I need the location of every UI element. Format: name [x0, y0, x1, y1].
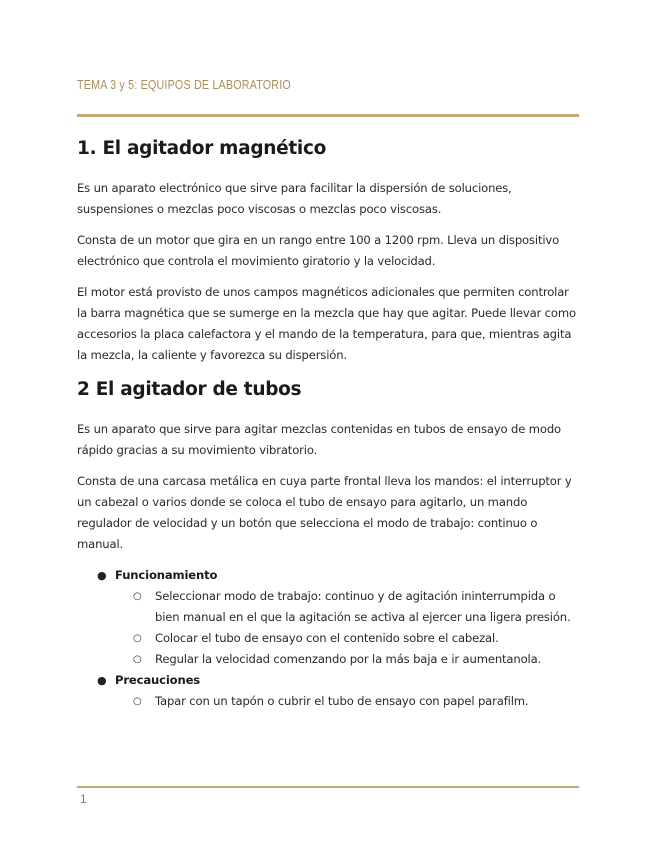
section-heading-agitador-magnetico: 1. El agitador magnético [77, 138, 327, 159]
list-item-label: Funcionamiento [115, 568, 218, 582]
header-rule [77, 114, 579, 117]
sub-list-item-text: Regular la velocidad comenzando por la más baja e ir aumentanola. [155, 652, 542, 666]
paragraph: Es un aparato que sirve para agitar mezclas contenidas en tubos de ensayo de modo rápido gracias a su movimiento vibratorio. [77, 422, 561, 457]
bullet-icon: ● [97, 674, 107, 687]
sub-list-item [115, 586, 579, 628]
circle-bullet-icon: ○ [133, 696, 142, 707]
bullet-icon: ● [97, 569, 107, 582]
page-content [77, 137, 579, 712]
list-item-funcionamiento [77, 565, 579, 670]
circle-bullet-icon: ○ [133, 633, 142, 644]
sub-list-item-text: Colocar el tubo de ensayo con el contenido sobre el cabezal. [155, 631, 499, 645]
sub-list-item [115, 649, 579, 670]
paragraph: El motor está provisto de unos campos magnéticos adicionales que permiten controlar la barra magnética que se sumerge en la mezcla que hay que agitar. Puede llevar como accesorios la placa calefactora y el mando de la temperatura, para que, mientras agita la mezcla, la caliente y favorezca su dispersión. [77, 285, 576, 362]
sub-list-item-text: Tapar con un tapón o cubrir el tubo de ensayo con papel parafilm. [155, 694, 529, 708]
section-heading-agitador-tubos: 2 El agitador de tubos [77, 379, 302, 400]
page-number: 1 [80, 792, 87, 806]
sub-list [115, 691, 579, 712]
bullet-list [77, 565, 579, 712]
sub-list-item [115, 628, 579, 649]
paragraph: Consta de una carcasa metálica en cuya parte frontal lleva los mandos: el interruptor y un cabezal o varios donde se coloca el tubo de ensayo para agitarlo, un mando regulador de velocidad y un botón que selecciona el modo de trabajo: continuo o manual. [77, 474, 572, 551]
circle-bullet-icon: ○ [133, 591, 142, 602]
footer-rule [77, 786, 579, 788]
circle-bullet-icon: ○ [133, 654, 142, 665]
paragraph: Consta de un motor que gira en un rango entre 100 a 1200 rpm. Lleva un dispositivo electrónico que controla el movimiento giratorio y la velocidad. [77, 233, 560, 268]
sub-list-item [115, 691, 579, 712]
sub-list [115, 586, 579, 670]
paragraph: Es un aparato electrónico que sirve para facilitar la dispersión de soluciones, suspensiones o mezclas poco viscosas o mezclas poco viscosas. [77, 181, 512, 216]
list-item-label: Precauciones [115, 673, 201, 687]
list-item-precauciones [77, 670, 579, 712]
running-header: TEMA 3 y 5: EQUIPOS DE LABORATORIO [77, 78, 291, 92]
sub-list-item-text: Seleccionar modo de trabajo: continuo y de agitación ininterrumpida o bien manual en el que la agitación se activa al ejercer una ligera presión. [155, 589, 571, 624]
